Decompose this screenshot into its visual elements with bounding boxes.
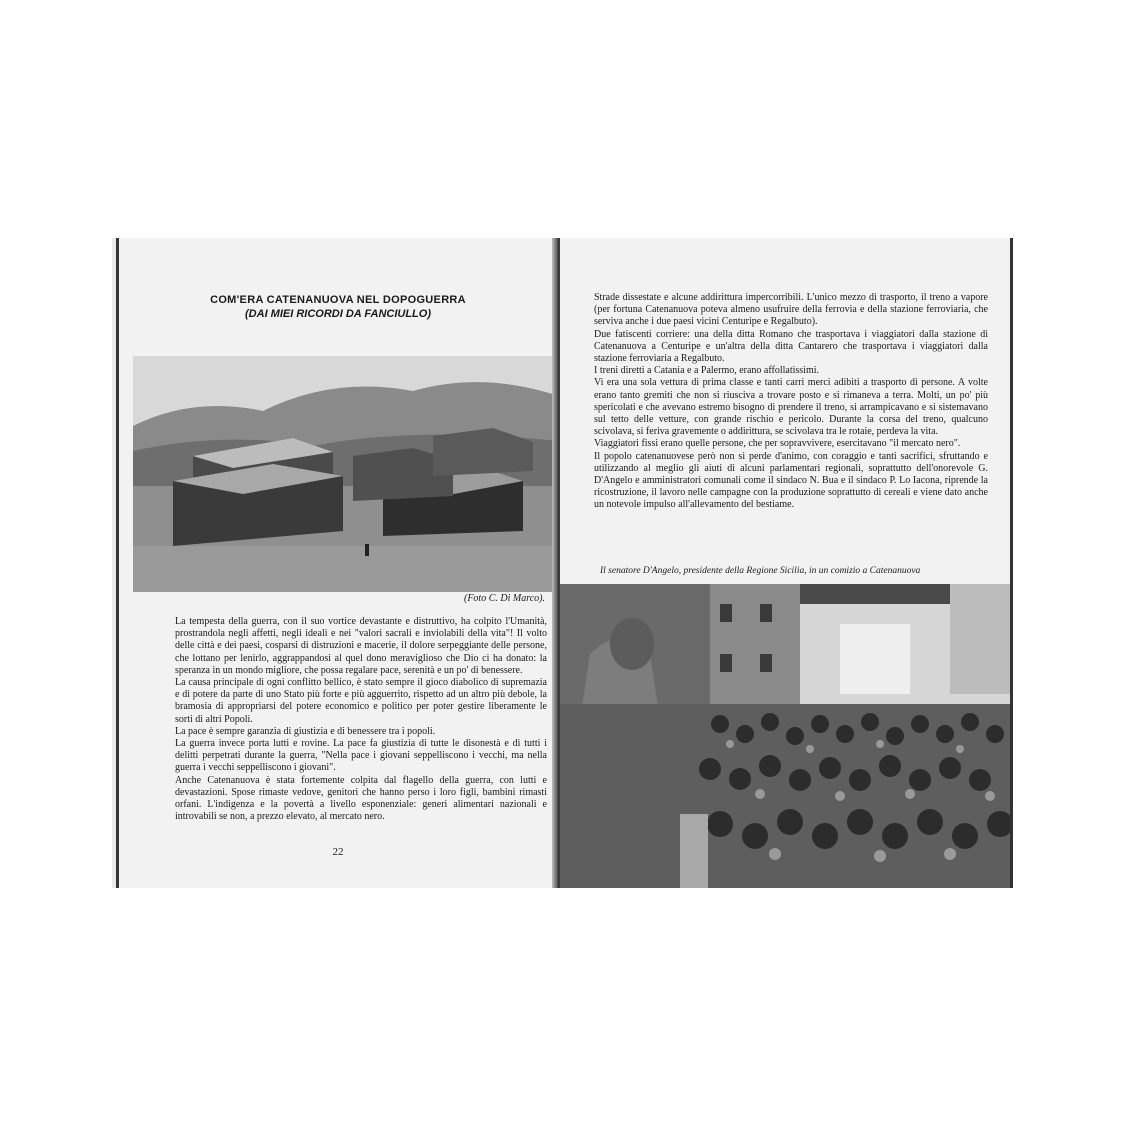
crowd-rally-image [560,584,1010,888]
village-landscape-image [133,356,557,592]
paragraph: La causa principale di ogni conflitto bellico, è stato sempre il gioco diabolico di supremazia e di potere da parte di uno Stato più forte e più agguerrito, rispetto ad un altro più debole, la bramosia di appropriarsi del potere economico e politico per poter gestire liberamente le sorti di altri Popoli. [175,677,547,725]
left-page-body-text [175,616,547,823]
paragraph: Anche Catenanuova è stata fortemente colpita dal flagello della guerra, con lutti e devastazioni. Spose rimaste vedove, genitori che hanno perso i loro figli, bambini rimasti orfani. L'indigenza e la povertà a livello esponenziale: generi alimentari nazionali e introvabili se non, a prezzo elevato, al mercato nero. [175,774,547,823]
right-page [560,238,1013,888]
rally-photo [560,584,1010,888]
right-page-body-text [594,292,988,512]
paragraph: Viaggiatori fissi erano quelle persone, che per sopravvivere, esercitavano "il mercato nero". [594,438,961,450]
left-page [116,238,557,888]
paragraph: Il popolo catenanuovese però non si perde d'animo, con coraggio e tanti sacrifici, sfruttando e utilizzando al meglio gli aiuti di alcuni parlamentari regionali, soprattutto dell'onorevole G. D'Angelo e amministratori comunali come il sindaco N. Bua e il sindaco P. Lo Iacona, riprende la ricostruzione, il lavoro nelle campagne con la produzione soprattutto di cereali e viene dato anche un notevole impulso all'allevamento del bestiame. [594,450,988,511]
book-spread [112,238,1010,888]
paragraph: La guerra invece porta lutti e rovine. La pace fa giustizia di tutte le disonestà e di tutti i delitti perpetrati durante la guerra, "Nella pace i giovani seppelliscono i vecchi, ma nella guerra i vecchi seppelliscono i giovani". [175,738,547,774]
village-photo [133,356,557,592]
paragraph: La pace è sempre garanzia di giustizia e di benessere tra i popoli. [175,725,436,737]
chapter-title: COM'ERA CATENANUOVA NEL DOPOGUERRA [210,294,466,306]
paragraph: La tempesta della guerra, con il suo vortice devastante e distruttivo, ha colpito l'Umanità, prostrandola negli affetti, negli ideali e nei "valori sacrali e inviolabili della vita"! Il volto delle città e dei paesi, cosparsi di distruzioni e macerie, il dolore serpeggiante delle persone, che lottano per lenirlo, aggrappandosi al quel dono meraviglioso che Dio ci ha donato: la speranza in un mondo migliore, che possa regalare pace, serenità e un po' di benessere. [175,616,547,676]
village-photo-caption: (Foto C. Di Marco). [463,593,545,604]
paragraph: Strade dissestate e alcune addirittura impercorribili. L'unico mezzo di trasporto, il treno a vapore (per fortuna Catenanuova poteva almeno usufruire della ferrovia e della stazione ferroviaria, che serviva anche i due paesi vicini Centuripe e Regalbuto). [594,292,988,328]
paragraph: Due fatiscenti corriere: una della ditta Romano che trasportava i viaggiatori dalla stazione di Catenanuova a Centuripe e un'altra della ditta Cantarero che trasportava i viaggiatori dalla stazione ferroviaria a Regalbuto. [594,328,988,365]
chapter-heading [119,294,557,320]
page-number: 22 [332,846,344,858]
paragraph: Vi era una sola vettura di prima classe e tanti carri merci adibiti a trasporto di persone. A volte erano tanto gremiti che non si riusciva a trovare posto e si rimaneva a terra. Molti, un po' più spericolati e che avevano estremo bisogno di prendere il treno, si arrampicavano e si sistemavano sul tetto delle vetture, con grande rischio e pericolo. Durante la corsa del treno, qualcuno scivolava, si feriva gravemente o addirittura, se scivolava tra le rotaie, perdeva la vita. [594,377,988,438]
paragraph: I treni diretti a Catania e a Palermo, erano affollatissimi. [594,365,820,377]
rally-photo-caption: Il senatore D'Angelo, presidente della Regione Sicilia, in un comizio a Catenanuova [600,566,921,576]
chapter-subtitle: (DAI MIEI RICORDI DA FANCIULLO) [245,308,431,320]
